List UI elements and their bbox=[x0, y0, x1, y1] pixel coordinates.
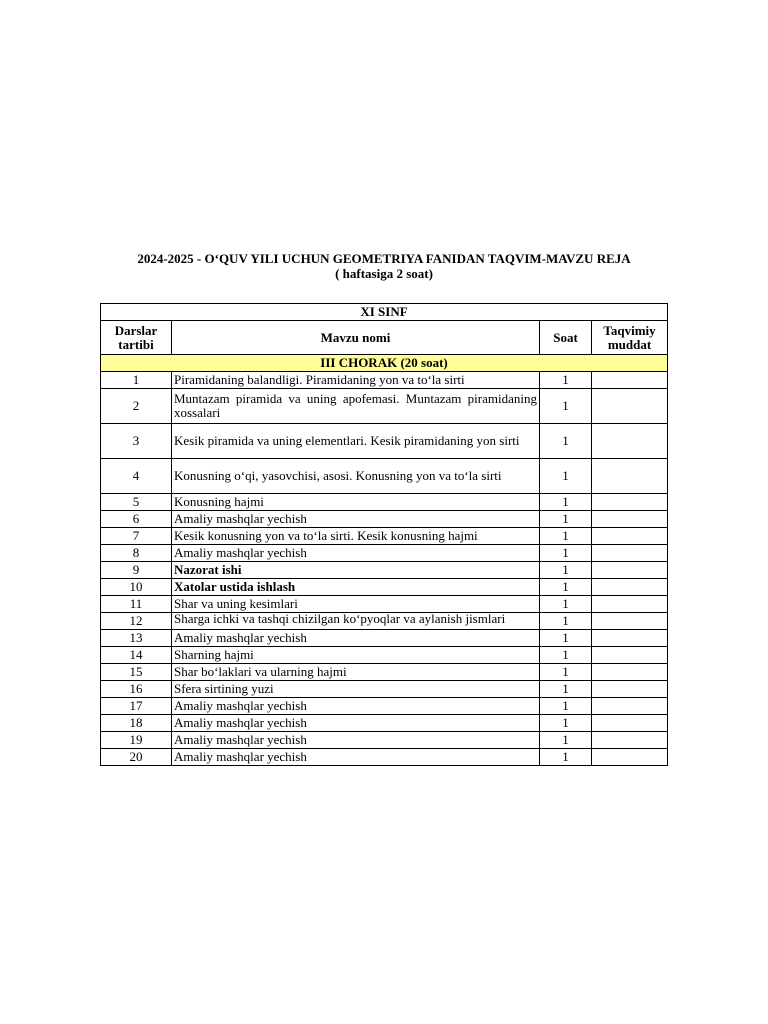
document-subtitle: ( haftasiga 2 soat) bbox=[335, 266, 433, 281]
table-row bbox=[101, 647, 668, 664]
row-number: 16 bbox=[101, 681, 172, 698]
row-number: 8 bbox=[101, 545, 172, 562]
table-row bbox=[101, 494, 668, 511]
row-hours: 1 bbox=[540, 630, 592, 647]
row-date bbox=[592, 372, 668, 389]
row-hours: 1 bbox=[540, 528, 592, 545]
table-row bbox=[101, 715, 668, 732]
row-hours: 1 bbox=[540, 494, 592, 511]
header-topic: Mavzu nomi bbox=[172, 321, 540, 355]
row-topic: Amaliy mashqlar yechish bbox=[172, 732, 540, 749]
row-topic: Kesik konusning yon va to‘la sirti. Kesik konusning hajmi bbox=[172, 528, 540, 545]
quarter-label: III CHORAK (20 soat) bbox=[101, 355, 668, 372]
row-date bbox=[592, 647, 668, 664]
row-number: 20 bbox=[101, 749, 172, 766]
row-hours: 1 bbox=[540, 596, 592, 613]
row-hours: 1 bbox=[540, 715, 592, 732]
table-row bbox=[101, 389, 668, 424]
row-date bbox=[592, 424, 668, 459]
row-number: 7 bbox=[101, 528, 172, 545]
table-row bbox=[101, 681, 668, 698]
row-date bbox=[592, 494, 668, 511]
quarter-row bbox=[101, 355, 668, 372]
row-date bbox=[592, 613, 668, 630]
row-topic: Shar va uning kesimlari bbox=[172, 596, 540, 613]
row-hours: 1 bbox=[540, 698, 592, 715]
row-number: 13 bbox=[101, 630, 172, 647]
row-hours: 1 bbox=[540, 647, 592, 664]
header-date: Taqvimiy muddat bbox=[592, 321, 668, 355]
table-row bbox=[101, 698, 668, 715]
table-row bbox=[101, 372, 668, 389]
table-row bbox=[101, 732, 668, 749]
table-row bbox=[101, 459, 668, 494]
row-hours: 1 bbox=[540, 664, 592, 681]
row-topic: Konusning o‘qi, yasovchisi, asosi. Konusning yon va to‘la sirti bbox=[172, 459, 540, 494]
row-date bbox=[592, 528, 668, 545]
table-row bbox=[101, 562, 668, 579]
row-date bbox=[592, 596, 668, 613]
row-topic: Nazorat ishi bbox=[172, 562, 540, 579]
row-hours: 1 bbox=[540, 562, 592, 579]
row-hours: 1 bbox=[540, 579, 592, 596]
row-date bbox=[592, 715, 668, 732]
table-row bbox=[101, 511, 668, 528]
row-topic: Amaliy mashqlar yechish bbox=[172, 545, 540, 562]
row-topic: Shar bo‘laklari va ularning hajmi bbox=[172, 664, 540, 681]
header-order: Darslar tartibi bbox=[101, 321, 172, 355]
row-date bbox=[592, 681, 668, 698]
row-hours: 1 bbox=[540, 511, 592, 528]
row-date bbox=[592, 511, 668, 528]
row-number: 9 bbox=[101, 562, 172, 579]
row-date bbox=[592, 698, 668, 715]
row-number: 19 bbox=[101, 732, 172, 749]
row-number: 11 bbox=[101, 596, 172, 613]
row-topic: Amaliy mashqlar yechish bbox=[172, 511, 540, 528]
header-hours: Soat bbox=[540, 321, 592, 355]
row-topic: Amaliy mashqlar yechish bbox=[172, 749, 540, 766]
row-hours: 1 bbox=[540, 732, 592, 749]
row-number: 3 bbox=[101, 424, 172, 459]
row-number: 10 bbox=[101, 579, 172, 596]
table-row bbox=[101, 528, 668, 545]
row-hours: 1 bbox=[540, 681, 592, 698]
row-hours: 1 bbox=[540, 613, 592, 630]
row-date bbox=[592, 664, 668, 681]
row-topic: Xatolar ustida ishlash bbox=[172, 579, 540, 596]
row-number: 17 bbox=[101, 698, 172, 715]
row-hours: 1 bbox=[540, 459, 592, 494]
row-hours: 1 bbox=[540, 424, 592, 459]
row-date bbox=[592, 545, 668, 562]
row-date bbox=[592, 459, 668, 494]
row-topic: Piramidaning balandligi. Piramidaning yon va to‘la sirti bbox=[172, 372, 540, 389]
row-date bbox=[592, 630, 668, 647]
row-hours: 1 bbox=[540, 389, 592, 424]
row-topic: Sharga ichki va tashqi chizilgan ko‘pyoqlar va aylanish jismlari bbox=[172, 613, 540, 630]
row-topic: Kesik piramida va uning elementlari. Kesik piramidaning yon sirti bbox=[172, 424, 540, 459]
row-number: 6 bbox=[101, 511, 172, 528]
row-topic: Muntazam piramida va uning apofemasi. Muntazam piramidaning xossalari bbox=[172, 389, 540, 424]
lesson-plan-table bbox=[100, 303, 668, 766]
table-row bbox=[101, 596, 668, 613]
row-number: 1 bbox=[101, 372, 172, 389]
row-topic: Amaliy mashqlar yechish bbox=[172, 715, 540, 732]
row-date bbox=[592, 749, 668, 766]
row-number: 4 bbox=[101, 459, 172, 494]
row-hours: 1 bbox=[540, 372, 592, 389]
row-date bbox=[592, 562, 668, 579]
row-topic: Amaliy mashqlar yechish bbox=[172, 630, 540, 647]
table-row bbox=[101, 424, 668, 459]
row-number: 15 bbox=[101, 664, 172, 681]
row-number: 12 bbox=[101, 613, 172, 630]
table-row bbox=[101, 749, 668, 766]
class-row bbox=[101, 304, 668, 321]
table-header-row bbox=[101, 321, 668, 355]
row-number: 5 bbox=[101, 494, 172, 511]
table-row bbox=[101, 613, 668, 630]
row-date bbox=[592, 579, 668, 596]
row-number: 2 bbox=[101, 389, 172, 424]
row-date bbox=[592, 732, 668, 749]
row-topic: Sfera sirtining yuzi bbox=[172, 681, 540, 698]
row-topic: Sharning hajmi bbox=[172, 647, 540, 664]
table-row bbox=[101, 579, 668, 596]
document-title: 2024-2025 - O‘QUV YILI UCHUN GEOMETRIYA FANIDAN TAQVIM-MAVZU REJA bbox=[137, 251, 631, 266]
table-row bbox=[101, 630, 668, 647]
row-topic: Amaliy mashqlar yechish bbox=[172, 698, 540, 715]
row-topic: Konusning hajmi bbox=[172, 494, 540, 511]
class-label: XI SINF bbox=[101, 304, 668, 321]
table-row bbox=[101, 664, 668, 681]
row-number: 14 bbox=[101, 647, 172, 664]
row-number: 18 bbox=[101, 715, 172, 732]
row-date bbox=[592, 389, 668, 424]
row-hours: 1 bbox=[540, 749, 592, 766]
row-hours: 1 bbox=[540, 545, 592, 562]
table-row bbox=[101, 545, 668, 562]
